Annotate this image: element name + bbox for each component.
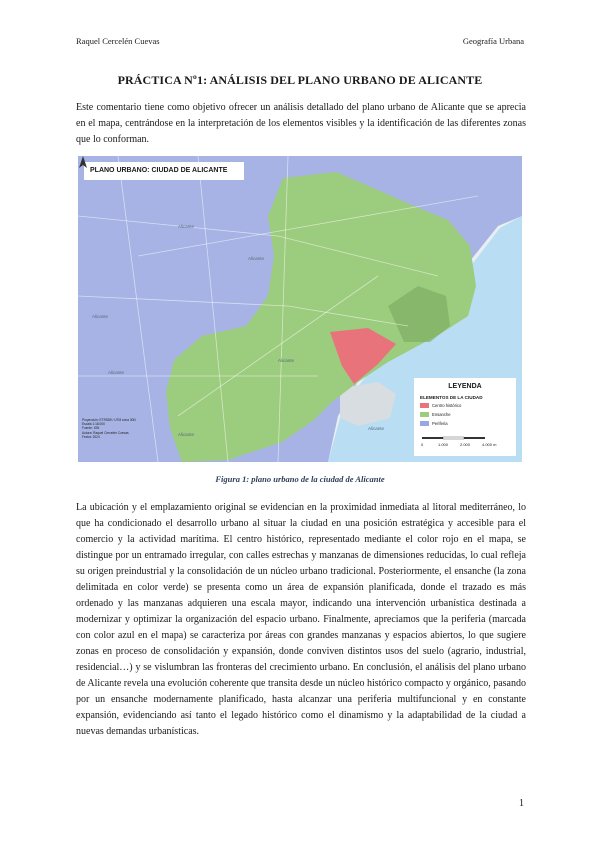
page-number: 1 [519, 798, 524, 809]
legend-label: Periferia [432, 421, 448, 426]
legend-item-ensanche [420, 412, 451, 418]
header-subject: Geografía Urbana [462, 36, 524, 46]
scale-label: 0 [421, 442, 424, 447]
credit-line: Autora: Raquel Cercelén Cuevas [82, 430, 129, 435]
legend-item-periferia [420, 421, 448, 427]
map-title: PLANO URBANO: CIUDAD DE ALICANTE [84, 162, 244, 180]
legend-title: LEYENDA [448, 383, 482, 390]
figure-caption: Figura 1: plano urbano de la ciudad de Alicante [215, 474, 385, 484]
street-label: Alicante [178, 432, 195, 437]
header-author: Raquel Cercelén Cuevas [76, 36, 160, 46]
map-legend [414, 378, 516, 456]
map-credits [82, 418, 142, 439]
north-arrow-icon [78, 156, 88, 170]
credit-line: Fecha: 2024 [82, 434, 100, 439]
scale-bar [420, 436, 510, 450]
credit-line: Proyección: ETRS89 / UTM zona 30N [82, 418, 136, 422]
intro-paragraph: Este comentario tiene como objetivo ofrecer un análisis detallado del plano urbano de Alicante que se aprecia en el mapa, centrándose en la interpretación de los elementos visibles y la identificación de las diferentes zonas que lo conforman. [76, 102, 526, 145]
credit-line: Fuente: IGN [82, 426, 100, 431]
legend-swatch [420, 403, 429, 408]
body-paragraph: La ubicación y el emplazamiento original se evidencian en la proximidad inmediata al litoral mediterráneo, lo que ha condicionado el desarrollo urbano al situar la ciudad en una posición estratégica y accesible para el comercio y la actividad marítima. El centro histórico, representado mediante el color rojo en el mapa, se distingue por un entramado irregular, con calles estrechas y manzanas de dimensiones reducidas, lo cual refleja su origen preindustrial y la consolidación de un núcleo urbano tradicional. Posteriormente, el ensanche (la zona delimitada en color verde) se presenta como un área de expansión planificada, donde el trazado es más ordenado y las manzanas adquieren una escala mayor, indicando una intervención urbanística destinada a modernizar y optimizar la organización del espacio urbano. Finalmente, apreciamos que la periferia (marcada con color azul en el mapa) se caracteriza por áreas con grandes manzanas y espacios abiertos, lo que sugiere zonas en proceso de consolidación y expansión, donde conviven distintos usos del suelo (agrario, industrial, residencial…) y se vislumbran las fronteras del crecimiento urbano. En conclusión, el análisis del plano urbano de Alicante revela una evolución coherente que transita desde un núcleo histórico compacto y orgánico, pasando por un ensanche modernamente planificado, hasta alcanzar una periferia multifuncional y en constante expansión, evidenciando así tanto el legado histórico como el dinamismo y la adaptabilidad de la ciudad a nuevas demandas urbanísticas. [76, 502, 526, 737]
city-map [78, 156, 522, 462]
legend-label: Centro histórico [432, 403, 462, 408]
street-label: Alicante [368, 426, 385, 431]
legend-swatch [420, 421, 429, 426]
scale-label: 4.000 m [482, 442, 497, 447]
street-label: Alicante [248, 256, 265, 261]
credit-line: Escala 1:18.000 [82, 422, 105, 427]
legend-item-centro [420, 403, 461, 409]
street-label: Alicante [108, 370, 125, 375]
scale-label: 1.000 [438, 442, 449, 447]
street-label: Alicante [278, 358, 295, 363]
legend-swatch [420, 412, 429, 417]
page-title: PRÁCTICA Nº1: ANÁLISIS DEL PLANO URBANO DE ALICANTE [117, 73, 483, 87]
legend-label: Ensanche [432, 412, 451, 417]
scale-label: 2.000 [460, 442, 471, 447]
street-label: Alicante [178, 224, 195, 229]
street-label: Alicante [92, 314, 109, 319]
legend-subtitle: ELEMENTOS DE LA CIUDAD [420, 395, 483, 400]
